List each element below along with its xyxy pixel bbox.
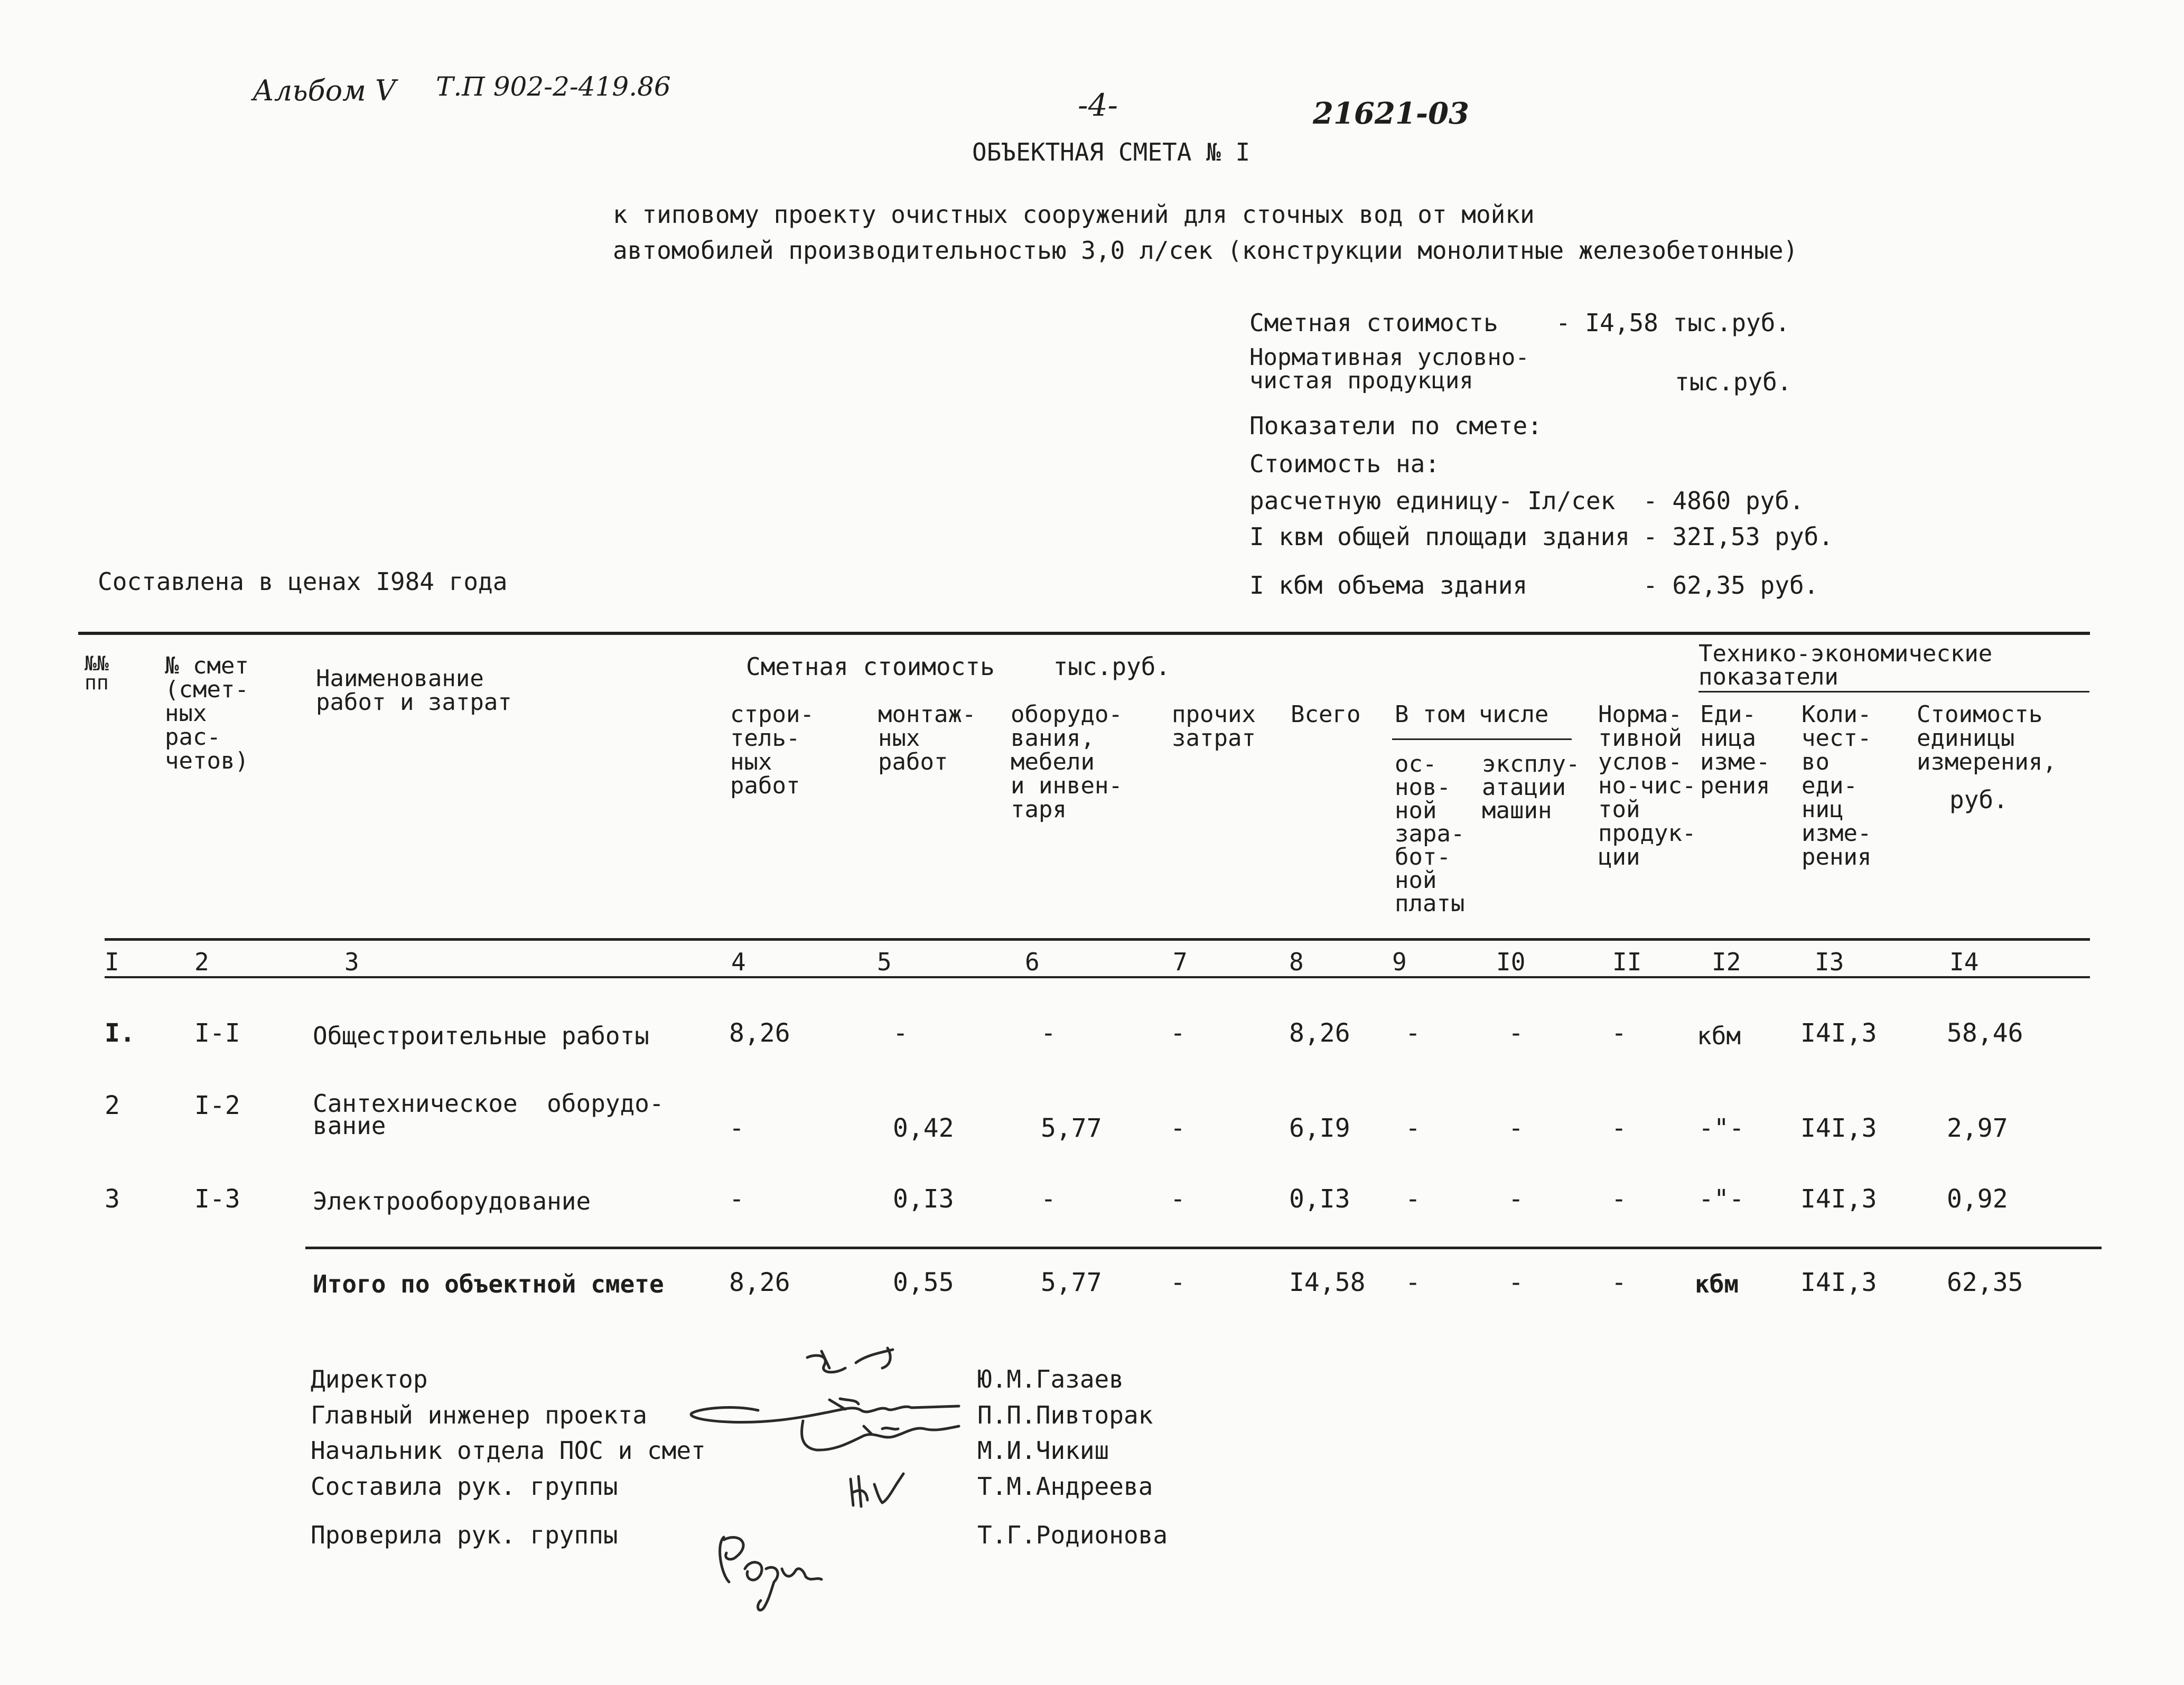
col-header-unit: Еди- ница изме- рения <box>1700 701 1770 799</box>
cell-other: - <box>1170 1018 1186 1048</box>
cell-quantity: I4I,3 <box>1800 1113 1877 1143</box>
subtitle-line-2: автомобилей производительностью 3,0 л/сек (конструкции монолитные железобетонные) <box>613 236 1798 265</box>
col-header-machines: эксплу- атации машин <box>1482 751 1580 824</box>
signature-name-director: Ю.М.Газаев <box>977 1365 1124 1393</box>
area-cost-value: - 32I,53 руб. <box>1643 522 1834 551</box>
col-number-7: 7 <box>1173 948 1188 976</box>
col-number-4: 4 <box>731 948 746 976</box>
signature-name-checked-by: Т.Г.Родионова <box>977 1521 1168 1549</box>
subtitle-line-1: к типовому проекту очистных сооружений для сточных вод от мойки <box>613 200 1535 229</box>
total-equipment: 5,77 <box>1041 1268 1102 1297</box>
signature-name-compiled-by: Т.М.Андреева <box>977 1472 1153 1501</box>
total-unit: кбм <box>1695 1270 1739 1298</box>
page-title: ОБЪЕКТНАЯ СМЕТА № I <box>972 138 1250 166</box>
signature-name-chief-engineer: П.П.Пивторак <box>977 1401 1153 1429</box>
page-number: -4- <box>1078 87 1118 123</box>
tech-group-rule <box>1698 691 2089 692</box>
cell-construction: 8,26 <box>729 1018 790 1048</box>
unit-cost-label: расчетную единицу- Iл/сек <box>1249 486 1616 515</box>
cell-construction: - <box>729 1113 744 1143</box>
row-number: 3 <box>105 1184 120 1214</box>
col-numbers-rule <box>105 976 2090 978</box>
signature-role-compiled-by: Составила рук. группы <box>311 1472 618 1501</box>
row-number: I. <box>105 1018 135 1048</box>
col-number-2: 2 <box>194 948 209 976</box>
row-name: Электрооборудование <box>313 1187 591 1215</box>
cost-label: Сметная стоимость <box>1249 308 1498 337</box>
unit-cost-value: - 4860 руб. <box>1643 486 1804 515</box>
area-cost-label: I квм общей площади здания <box>1249 522 1630 551</box>
row-estimate: I-2 <box>194 1091 240 1120</box>
total-label: Итого по объектной смете <box>313 1270 664 1298</box>
signature-role-chief-engineer: Главный инженер проекта <box>311 1401 647 1429</box>
col-header-cost-group: Сметная стоимость тыс.руб. <box>746 652 1171 681</box>
handwritten-signatures <box>671 1342 1009 1616</box>
col-number-9: 9 <box>1392 948 1407 976</box>
signature-role-department-head: Начальник отдела ПОС и смет <box>311 1436 706 1465</box>
volume-cost-label: I кбм объема здания <box>1249 571 1528 600</box>
cell-machines: - <box>1508 1184 1524 1214</box>
total-norm-product: - <box>1611 1268 1627 1297</box>
header-bottom-rule <box>105 938 2090 941</box>
row-estimate: I-3 <box>194 1184 240 1214</box>
col-number-12: I2 <box>1712 948 1741 976</box>
signature-role-checked-by: Проверила рук. группы <box>311 1521 618 1549</box>
signature-name-department-head: М.И.Чикиш <box>977 1436 1109 1465</box>
incl-group-rule <box>1392 738 1572 740</box>
signature-role-director: Директор <box>311 1365 428 1393</box>
total-quantity: I4I,3 <box>1800 1268 1877 1297</box>
cell-equipment: - <box>1041 1184 1056 1214</box>
norm-value: тыс.руб. <box>1675 368 1792 396</box>
total-installation: 0,55 <box>893 1268 954 1297</box>
col-number-14: I4 <box>1949 948 1979 976</box>
cell-quantity: I4I,3 <box>1800 1018 1877 1048</box>
cell-unit: кбм <box>1697 1022 1741 1050</box>
cell-equipment: - <box>1041 1018 1056 1048</box>
col-header-quantity: Коли- чест- во еди- ниц изме- рения <box>1802 701 1872 870</box>
project-number: Т.П 902-2-419.86 <box>436 71 671 102</box>
cell-other: - <box>1170 1184 1186 1214</box>
col-header-total: Всего <box>1291 701 1361 728</box>
col-number-10: I0 <box>1496 948 1526 976</box>
prices-note: Составлена в ценах I984 года <box>98 567 508 596</box>
table-top-rule <box>78 632 2090 635</box>
col-header-construction: строи- тель- ных работ <box>730 701 814 799</box>
cell-total: 8,26 <box>1289 1018 1350 1048</box>
cell-unit-cost: 0,92 <box>1947 1184 2008 1214</box>
cell-norm-product: - <box>1611 1018 1627 1048</box>
col-header-tech-group: Технико-экономические показатели <box>1698 640 1993 690</box>
cell-total: 0,I3 <box>1289 1184 1350 1214</box>
col-number-11: II <box>1612 948 1642 976</box>
total-construction: 8,26 <box>729 1268 790 1297</box>
col-header-name: Наименование работ и затрат <box>316 665 512 716</box>
col-header-unit-cost: Стоимость единицы измерения, <box>1917 701 2057 775</box>
cell-total: 6,I9 <box>1289 1113 1350 1143</box>
cell-machines: - <box>1508 1018 1524 1048</box>
row-number: 2 <box>105 1091 120 1120</box>
total-machines: - <box>1508 1268 1524 1297</box>
col-header-norm-product: Норма- тивной услов- но-чис- той продук- ции <box>1598 701 1696 870</box>
indicators-label: Показатели по смете: <box>1249 411 1542 440</box>
norm-label: Нормативная условно- чистая продукция <box>1249 344 1529 394</box>
cell-other: - <box>1170 1113 1186 1143</box>
col-number-3: 3 <box>344 948 359 976</box>
col-header-unit-cost-rub: руб. <box>1949 785 2008 814</box>
col-header-including: В том числе <box>1395 701 1549 728</box>
row-name: Сантехническое оборудо- вание <box>313 1089 664 1140</box>
cell-norm-product: - <box>1611 1184 1627 1214</box>
row-name: Общестроительные работы <box>313 1022 649 1050</box>
album-label: Альбом V <box>253 74 396 107</box>
cell-wages: - <box>1405 1018 1421 1048</box>
cell-wages: - <box>1405 1113 1421 1143</box>
cost-value: - I4,58 тыс.руб. <box>1556 308 1790 337</box>
col-number-5: 5 <box>877 948 892 976</box>
col-header-installation: монтаж- ных работ <box>878 701 976 775</box>
col-header-equipment: оборудо- вания, мебели и инвен- таря <box>1011 701 1123 823</box>
row-estimate: I-I <box>194 1018 240 1048</box>
cell-unit: -"- <box>1698 1113 1744 1143</box>
cell-installation: 0,42 <box>893 1113 954 1143</box>
total-rule <box>305 1247 2102 1249</box>
total-other: - <box>1170 1268 1186 1297</box>
cell-construction: - <box>729 1184 744 1214</box>
volume-cost-value: - 62,35 руб. <box>1643 571 1819 600</box>
document-code: 21621-03 <box>1313 96 1469 131</box>
total-total: I4,58 <box>1289 1268 1366 1297</box>
cell-machines: - <box>1508 1113 1524 1143</box>
col-header-wages: ос- нов- ной зара- бот- ной платы <box>1395 751 1465 917</box>
cell-unit: -"- <box>1698 1184 1744 1214</box>
cell-norm-product: - <box>1611 1113 1627 1143</box>
col-header-other: прочих затрат <box>1172 701 1256 752</box>
cell-installation: 0,I3 <box>893 1184 954 1214</box>
cell-unit-cost: 2,97 <box>1947 1113 2008 1143</box>
col-number-13: I3 <box>1815 948 1844 976</box>
cell-wages: - <box>1405 1184 1421 1214</box>
total-wages: - <box>1405 1268 1421 1297</box>
col-number-6: 6 <box>1025 948 1040 976</box>
cell-installation: - <box>893 1018 908 1048</box>
cell-quantity: I4I,3 <box>1800 1184 1877 1214</box>
col-number-1: I <box>105 948 119 976</box>
col-number-8: 8 <box>1289 948 1304 976</box>
total-unit-cost: 62,35 <box>1947 1268 2023 1297</box>
cost-per-label: Стоимость на: <box>1249 450 1440 478</box>
cell-equipment: 5,77 <box>1041 1113 1102 1143</box>
col-header-num: №№ пп <box>85 652 109 694</box>
cell-unit-cost: 58,46 <box>1947 1018 2023 1048</box>
col-header-estimate: № смет (смет- ных рас- четов) <box>165 652 249 774</box>
